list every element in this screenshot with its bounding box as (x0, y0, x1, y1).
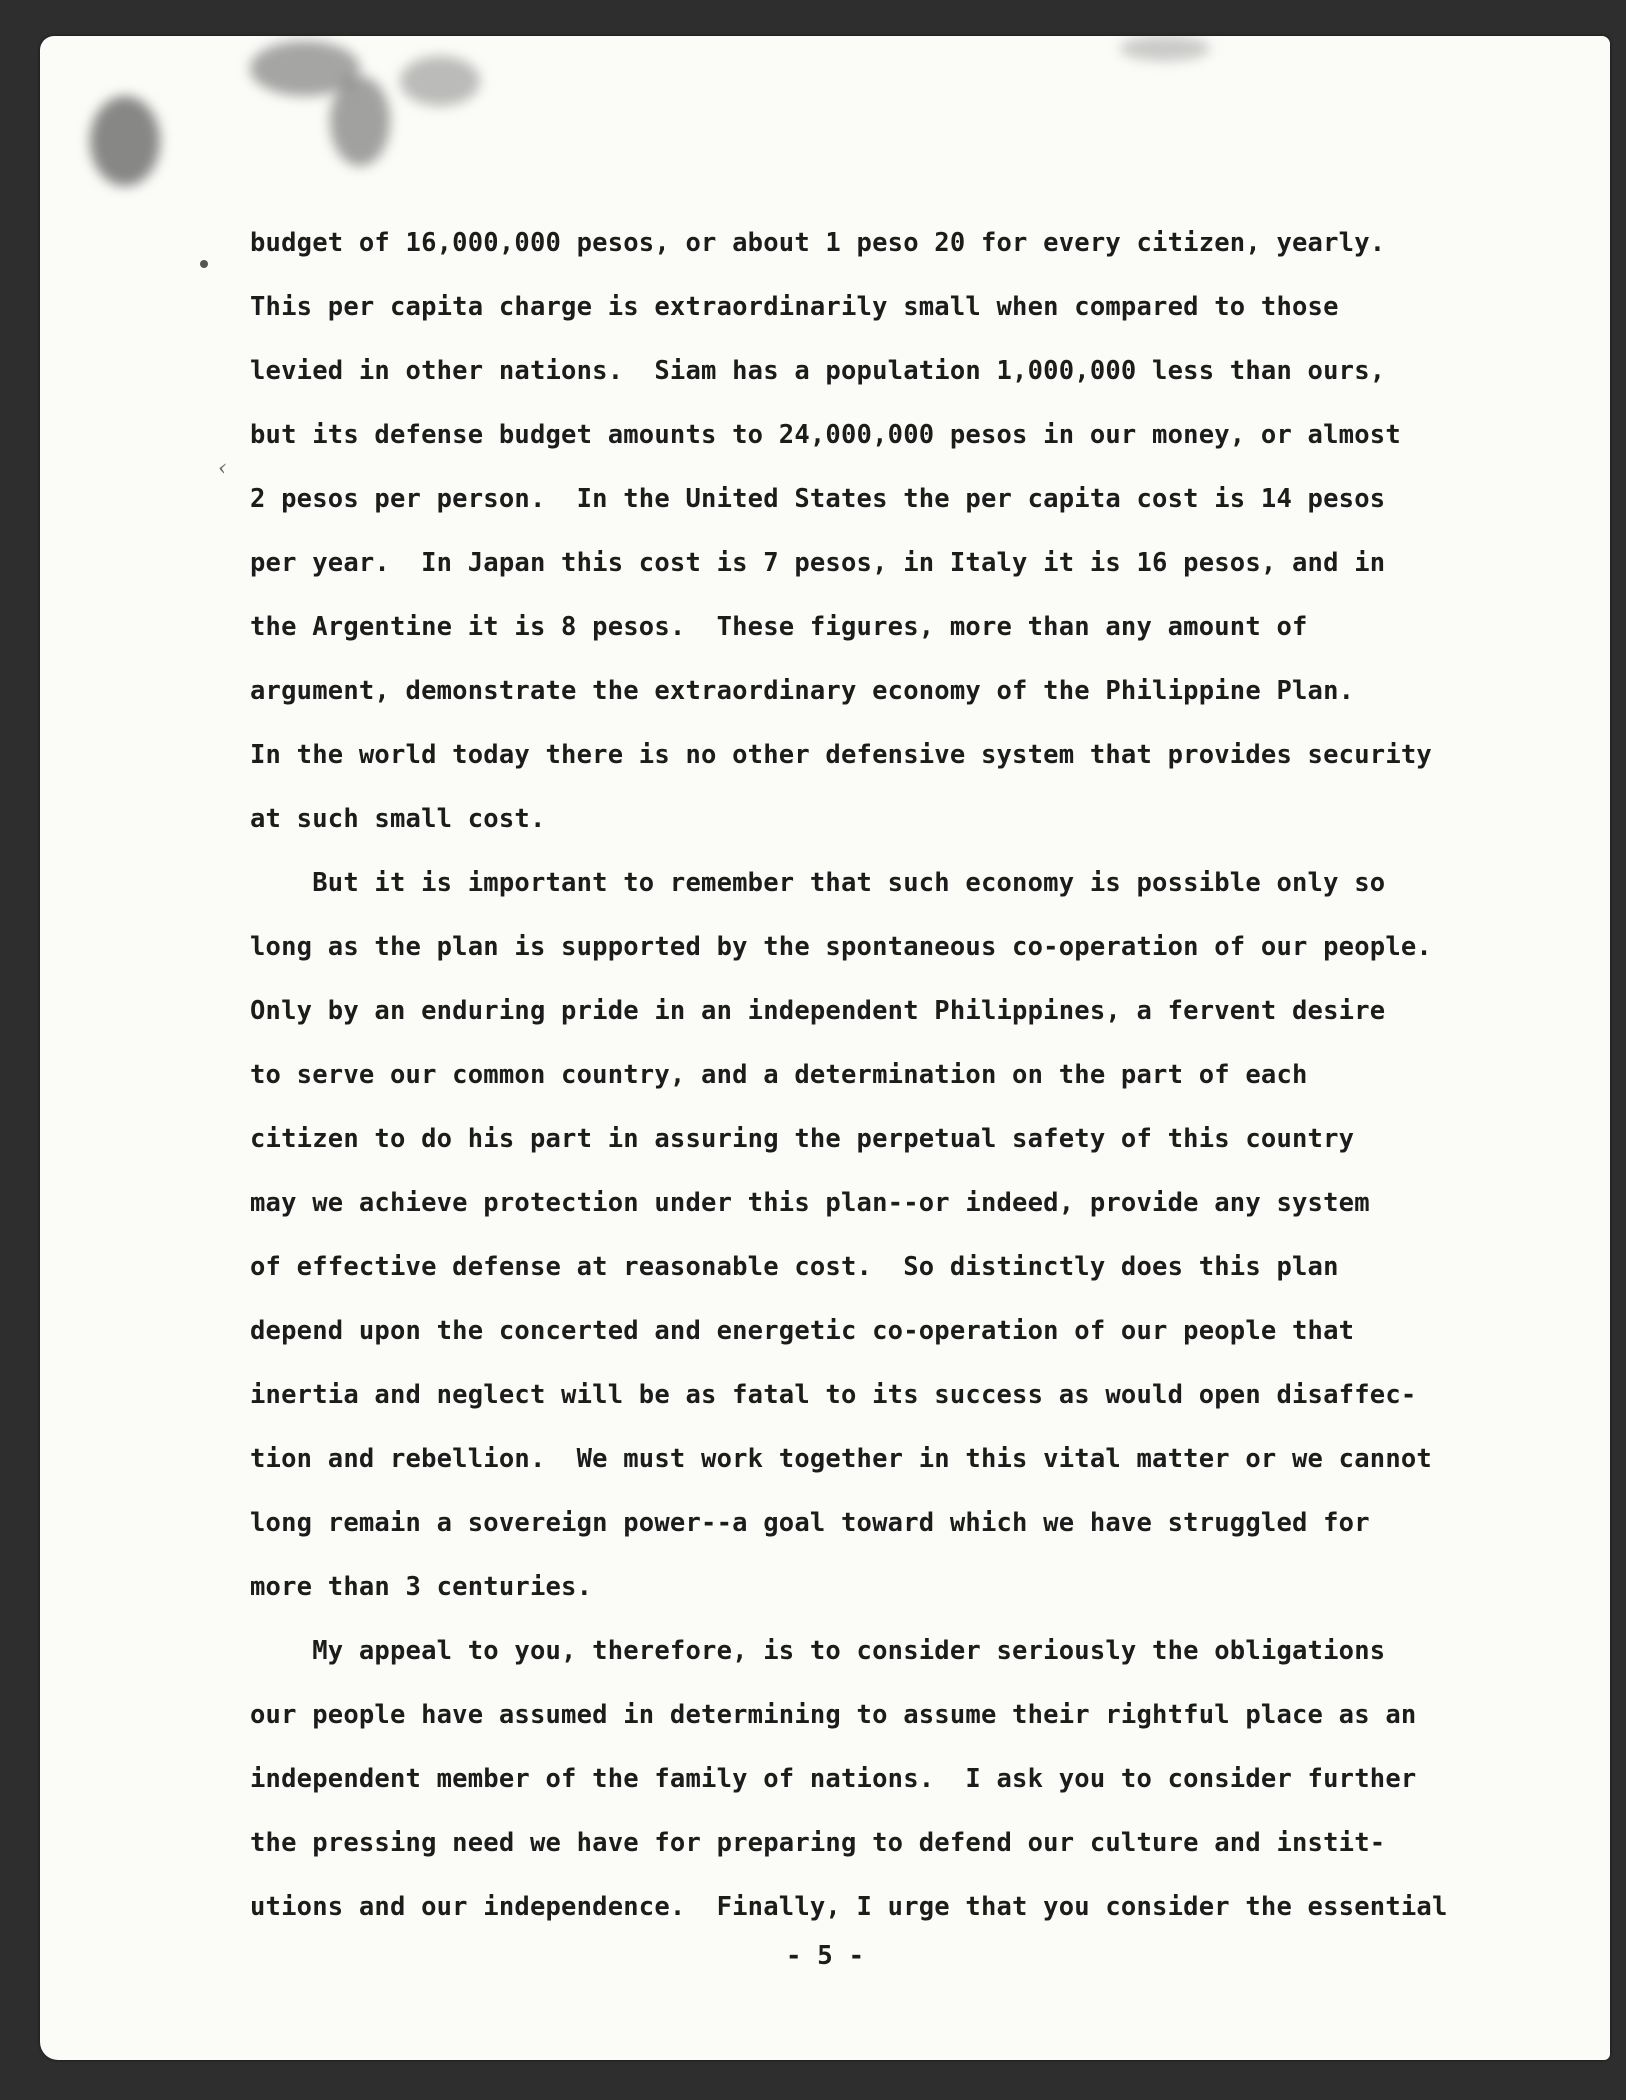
text-line: budget of 16,000,000 pesos, or about 1 peso 20 for every citizen, yearly. (250, 228, 1386, 258)
stray-ink-dot (200, 260, 208, 268)
text-line: long as the plan is supported by the spontaneous co-operation of our people. (250, 932, 1432, 962)
text-line: the pressing need we have for preparing to defend our culture and instit- (250, 1828, 1386, 1858)
text-line: more than 3 centuries. (250, 1572, 593, 1602)
text-line: In the world today there is no other defensive system that provides security (250, 740, 1432, 770)
document-body (250, 211, 1540, 1939)
text-line: depend upon the concerted and energetic co-operation of our people that (250, 1316, 1355, 1346)
text-line: our people have assumed in determining to assume their rightful place as an (250, 1700, 1417, 1730)
ink-smudge (330, 76, 390, 166)
text-line: tion and rebellion. We must work together in this vital matter or we cannot (250, 1444, 1432, 1474)
text-line: at such small cost. (250, 804, 546, 834)
text-line: but its defense budget amounts to 24,000,000 pesos in our money, or almost (250, 420, 1401, 450)
text-line: 2 pesos per person. In the United States the per capita cost is 14 pesos (250, 484, 1386, 514)
text-line: levied in other nations. Siam has a population 1,000,000 less than ours, (250, 356, 1386, 386)
text-line: of effective defense at reasonable cost. So distinctly does this plan (250, 1252, 1339, 1282)
text-line: Only by an enduring pride in an independent Philippines, a fervent desire (250, 996, 1386, 1026)
text-line: inertia and neglect will be as fatal to its success as would open disaffec- (250, 1380, 1417, 1410)
text-line: per year. In Japan this cost is 7 pesos, in Italy it is 16 pesos, and in (250, 548, 1386, 578)
text-line: citizen to do his part in assuring the perpetual safety of this country (250, 1124, 1355, 1154)
text-line: long remain a sovereign power--a goal toward which we have struggled for (250, 1508, 1370, 1538)
text-line: This per capita charge is extraordinarily small when compared to those (250, 292, 1339, 322)
margin-pencil-mark: ‹ (218, 456, 227, 481)
text-line: My appeal to you, therefore, is to consider seriously the obligations (250, 1636, 1386, 1666)
ink-smudge (90, 96, 160, 186)
ink-smudge (1120, 36, 1210, 61)
text-line: utions and our independence. Finally, I urge that you consider the essential (250, 1892, 1448, 1922)
text-line: But it is important to remember that such economy is possible only so (250, 868, 1386, 898)
text-line: to serve our common country, and a determination on the part of each (250, 1060, 1308, 1090)
text-line: the Argentine it is 8 pesos. These figures, more than any amount of (250, 612, 1308, 642)
text-line: may we achieve protection under this plan--or indeed, provide any system (250, 1188, 1370, 1218)
ink-smudge (400, 56, 480, 106)
page-number: - 5 - (785, 1941, 865, 1971)
text-line: independent member of the family of nations. I ask you to consider further (250, 1764, 1417, 1794)
text-line: argument, demonstrate the extraordinary economy of the Philippine Plan. (250, 676, 1355, 706)
document-page (40, 36, 1610, 2060)
